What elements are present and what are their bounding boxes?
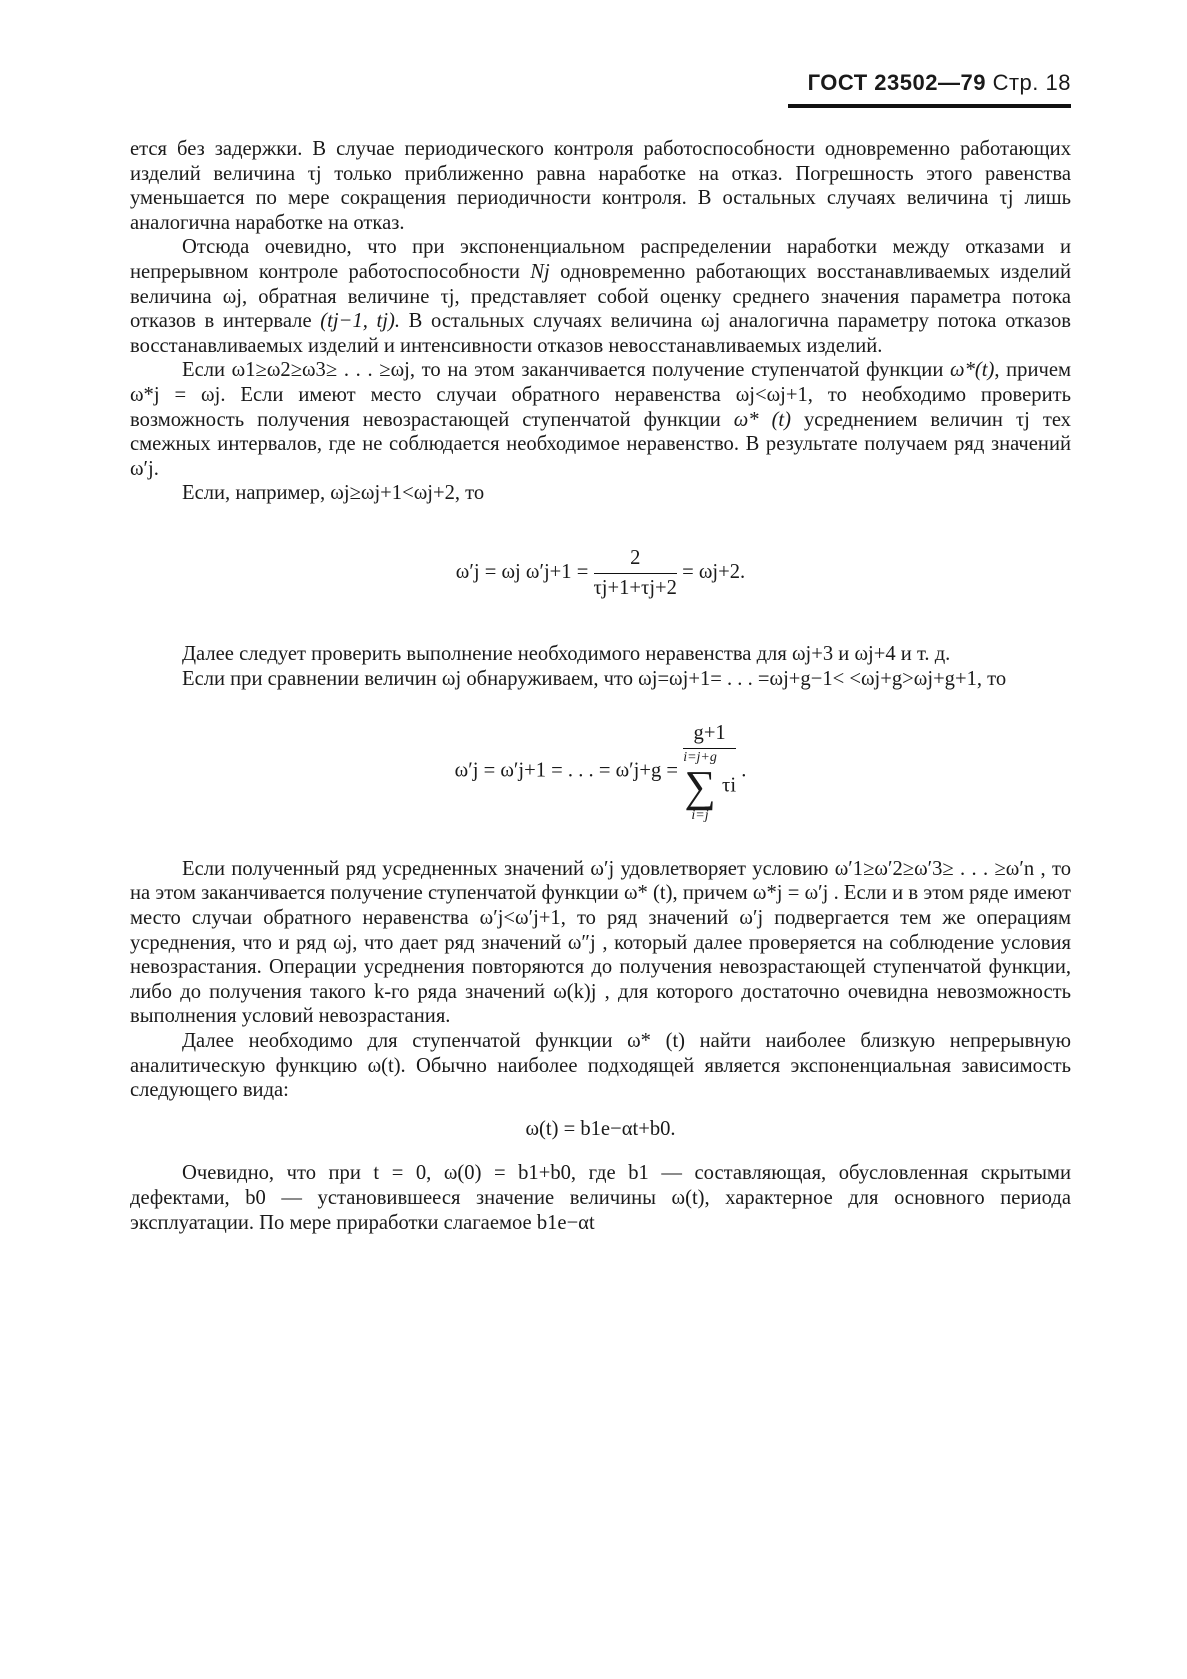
paragraph-9: Очевидно, что при t = 0, ω(0) = b1+b0, где b1 — составляющая, обусловленная скрытыми дефектами, b0 — установившееся значение величины ω(t), характерное для основного периода эксплуатации. По мере приработки слагаемое b1e−αt	[130, 1162, 1071, 1234]
formula-2-fraction	[683, 721, 736, 823]
formula-1-denominator: τj+1+τj+2	[593, 576, 677, 599]
document-body	[130, 137, 1071, 1235]
paragraph-3: Если ω1≥ω2≥ω3≥ . . . ≥ωj, то на этом заканчивается получение ступенчатой функции ω*(t), причем ω*j = ωj. Если имеют место случаи обратного неравенства ωj<ωj+1, то необходимо проверить возможность получения невозрастающей ступенчатой функции ω* (t) усреднением величин τj тех смежных интервалов, где не соблюдается необходимое неравенство. В результате получаем ряд значений ω′j.	[130, 359, 1071, 480]
formula-1-left: ω′j = ωj ω′j+1 =	[455, 560, 589, 583]
sum-term: τi	[722, 774, 737, 797]
formula-1-numerator: 2	[594, 546, 677, 574]
standard-number: ГОСТ 23502—79	[807, 70, 986, 95]
formula-2-numerator: g+1	[683, 721, 736, 749]
paragraph-5: Далее следует проверить выполнение необходимого неравенства для ωj+3 и ωj+4 и т. д.	[182, 643, 951, 666]
page-number: Стр. 18	[992, 70, 1071, 95]
header-rule	[788, 104, 1071, 108]
paragraph-4: Если, например, ωj≥ωj+1<ωj+2, то	[182, 482, 485, 505]
sum-upper-limit: i=j+g	[683, 749, 717, 765]
interval-symbol: (tj−1, tj).	[320, 310, 400, 333]
formula-1-right: = ωj+2.	[682, 560, 746, 583]
sum-lower-limit: i=j	[691, 807, 709, 823]
page-header	[808, 70, 1071, 96]
summation	[683, 751, 717, 823]
paragraph-8: Далее необходимо для ступенчатой функции ω* (t) найти наиболее близкую непрерывную аналитическую функцию ω(t). Обычно наиболее подходящей является экспоненциальная зависимость следующего вида:	[130, 1030, 1071, 1102]
nj-symbol: Nj	[530, 260, 550, 283]
formula-2-denominator	[683, 749, 736, 823]
formula-1	[130, 546, 1071, 600]
paragraph-7: Если полученный ряд усредненных значений ω′j удовлетворяет условию ω′1≥ω′2≥ω′3≥ . . . ≥ω′n , то на этом заканчивается получение ступенчатой функции ω* (t), причем ω*j = ω′j . Если и в этом ряде имеют место случаи обратного неравенства ω′j<ω′j+1, то ряд значений ω′j подвергается тем же операциям усреднения, что и ряд ωj, что дает ряд значений ω″j , который далее проверяется на соблюдение условия невозрастания. Операции усреднения повторяются до получения невозрастающей ступенчатой функции, либо до получения такого k-го ряда значений ω(k)j , для которого достаточно очевидна невозможность выполнения условий невозрастания.	[130, 857, 1071, 1028]
sigma-symbol: ∑	[684, 761, 716, 811]
paragraph-2: Отсюда очевидно, что при экспоненциальном распределении наработки между отказами и непрерывном контроле работоспособности Nj одновременно работающих восстанавливаемых изделий величина ωj, обратная величине τj, представляет собой оценку среднего значения параметра потока отказов в интервале (tj−1, tj). В остальных случаях величина ωj аналогична параметру потока отказов восстанавливаемых изделий и интенсивности отказов невосстанавливаемых изделий.	[130, 236, 1071, 357]
formula-3: ω(t) = b1e−αt+b0.	[525, 1117, 676, 1140]
formula-2-trail: .	[741, 759, 747, 782]
formula-2	[130, 721, 1071, 823]
formula-2-left: ω′j = ω′j+1 = . . . = ω′j+g =	[454, 759, 679, 782]
formula-1-fraction	[594, 546, 677, 600]
paragraph-6: Если при сравнении величин ωj обнаруживаем, что ωj=ωj+1= . . . =ωj+g−1< <ωj+g>ωj+g+1, то	[182, 667, 1007, 690]
paragraph-1: ется без задержки. В случае периодического контроля работоспособности одновременно работающих изделий величина τj только приближенно равна наработке на отказ. Погрешность этого равенства уменьшается по мере сокращения периодичности контроля. В остальных случаях величина τj лишь аналогична наработке на отказ.	[130, 138, 1071, 234]
